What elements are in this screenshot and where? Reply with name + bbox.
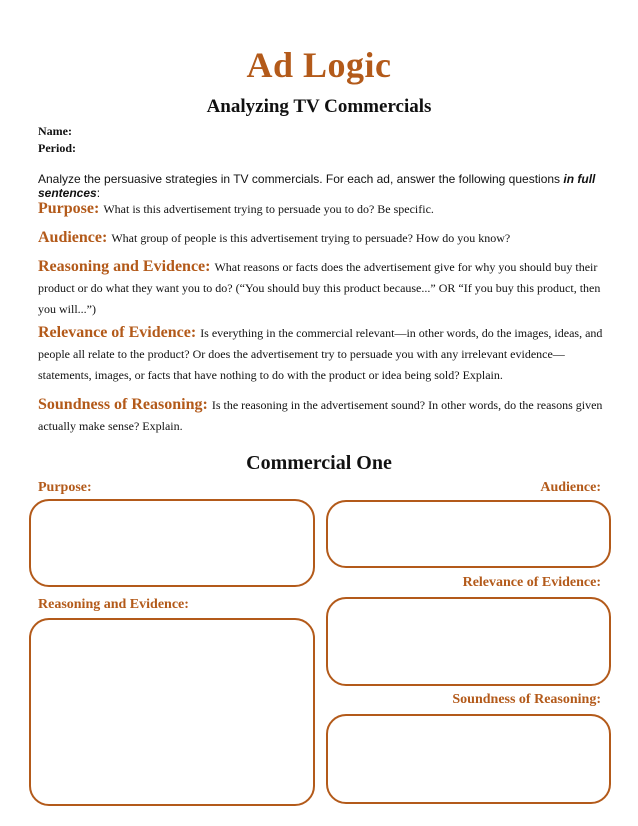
soundness-label: Soundness of Reasoning: (452, 692, 601, 707)
instructions-text: Analyze the persuasive strategies in TV commercials. For each ad, answer the following questions (38, 172, 564, 186)
instructions-emphasis: in full sentences (38, 172, 596, 200)
strategy-purpose (38, 198, 603, 220)
strategy-text: What reasons or facts does the advertisement give for why you should buy their product or do what they want you to do? (“You should buy this product because...” OR “If you buy this product, then you will...”) (38, 260, 601, 316)
soundness-answer-box[interactable] (326, 714, 611, 804)
strategy-term: Audience: (38, 229, 108, 246)
reasoning-label: Reasoning and Evidence: (38, 597, 189, 612)
page-subtitle: Analyzing TV Commercials (206, 96, 432, 117)
strategy-term: Purpose: (38, 200, 100, 217)
strategy-relevance (38, 322, 603, 386)
period-label: Period: (38, 141, 76, 155)
strategy-audience (38, 227, 603, 249)
audience-answer-box[interactable] (326, 500, 611, 568)
strategy-term: Relevance of Evidence: (38, 324, 197, 341)
strategy-text: What is this advertisement trying to persuade you to do? Be specific. (103, 202, 434, 216)
instructions (38, 172, 638, 200)
name-label: Name: (38, 124, 72, 138)
instructions-end: : (96, 186, 101, 200)
strategy-soundness (38, 394, 603, 437)
reasoning-answer-box[interactable] (29, 618, 315, 806)
commercial-title: Commercial One (246, 452, 392, 474)
strategy-text: What group of people is this advertisement trying to persuade? How do you know? (111, 231, 511, 245)
strategy-text: Is the reasoning in the advertisement sound? In other words, do the reasons given actually make sense? Explain. (38, 398, 603, 433)
strategy-text: Is everything in the commercial relevant—in other words, do the images, ideas, and people all relate to the product? Or does the advertisement try to persuade you with any irrelevant evidence—statements, images, or facts that have nothing to do with the product or idea being sold? Explain. (38, 326, 603, 382)
strategy-term: Soundness of Reasoning: (38, 396, 208, 413)
page-title: Ad Logic (246, 45, 392, 85)
purpose-label: Purpose: (38, 480, 92, 495)
relevance-label: Relevance of Evidence: (462, 575, 601, 590)
strategy-term: Reasoning and Evidence: (38, 258, 211, 275)
relevance-answer-box[interactable] (326, 597, 611, 686)
audience-label: Audience: (540, 480, 601, 495)
strategy-reasoning (38, 256, 603, 320)
purpose-answer-box[interactable] (29, 499, 315, 587)
